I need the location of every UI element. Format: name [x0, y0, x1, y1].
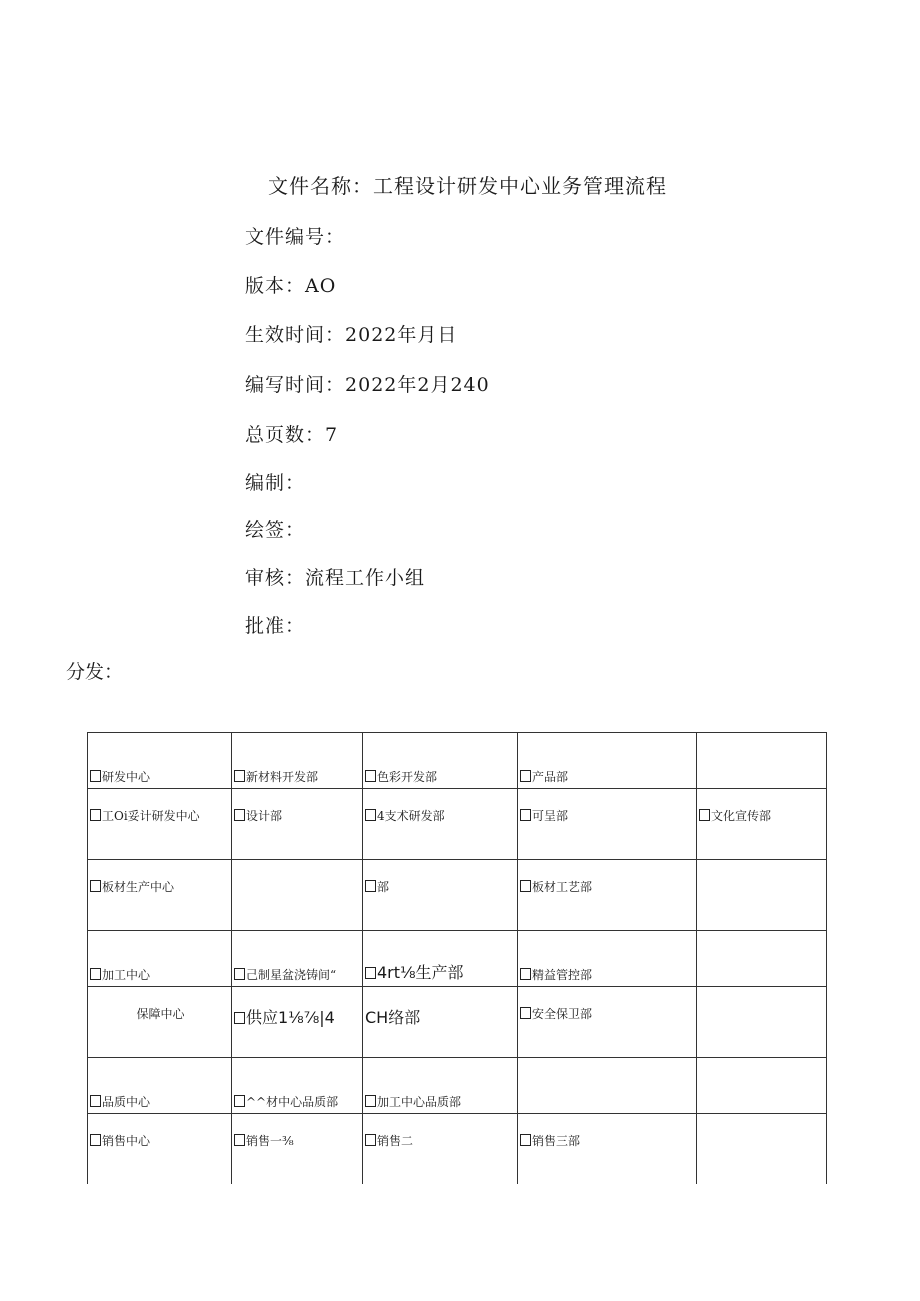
checkbox[interactable]: [234, 1095, 245, 1107]
checkbox[interactable]: [234, 1012, 245, 1024]
department-label: 新材料开发部: [246, 770, 319, 784]
table-cell: [88, 789, 232, 860]
department-label: 部: [377, 880, 390, 894]
table-cell: [363, 733, 518, 789]
department-label: 己制星盆浇铸间“: [246, 968, 337, 982]
field-effective-date: [245, 320, 457, 347]
table-cell: [88, 931, 232, 987]
field-label: 绘签：: [245, 519, 306, 541]
field-value: 流程工作小组: [305, 567, 426, 589]
department-label: 加工中心品质部: [377, 1095, 462, 1109]
table-cell: [363, 987, 518, 1058]
table-row: [88, 860, 827, 931]
department-label: 品质中心: [102, 1095, 151, 1109]
table-cell: [697, 931, 827, 987]
checkbox[interactable]: [90, 770, 101, 782]
table-cell: [363, 931, 518, 987]
department-label: 设计部: [246, 809, 283, 823]
checkbox[interactable]: [520, 1007, 531, 1019]
table-cell: [363, 1058, 518, 1114]
table-row: [88, 1114, 827, 1185]
field-label: 编写时间：: [245, 374, 346, 396]
field-value: 2022年月日: [345, 324, 458, 346]
field-label: 审核：: [245, 567, 306, 589]
department-label: 供应1⅛⅞|4: [246, 1008, 335, 1027]
checkbox[interactable]: [90, 809, 101, 821]
field-label: 批准：: [245, 615, 306, 637]
table-cell: [363, 860, 518, 931]
department-label: 安全保卫部: [532, 1007, 593, 1021]
checkbox[interactable]: [234, 1134, 245, 1146]
department-label: 4支术研发部: [377, 809, 445, 823]
checkbox[interactable]: [90, 1095, 101, 1107]
table-row: [88, 987, 827, 1058]
table-cell: [518, 860, 697, 931]
table-cell: [518, 789, 697, 860]
field-label: 文件编号：: [245, 226, 346, 248]
department-label: 销售三部: [532, 1134, 581, 1148]
checkbox[interactable]: [90, 1134, 101, 1146]
table-cell: [88, 1114, 232, 1185]
table-cell: [232, 1114, 363, 1185]
field-label: 生效时间：: [245, 324, 346, 346]
department-label: 4rt⅛生产部: [377, 963, 464, 982]
table-cell: [232, 987, 363, 1058]
department-label: 工Oi妥计研发中心: [102, 809, 200, 823]
department-label: 板材工艺部: [532, 880, 593, 894]
department-label: 销售中心: [102, 1134, 151, 1148]
table-cell: [518, 931, 697, 987]
department-label: 可呈部: [532, 809, 569, 823]
checkbox[interactable]: [520, 880, 531, 892]
table-cell: [518, 987, 697, 1058]
field-file-number: [245, 222, 345, 249]
department-label: 文化宣传部: [711, 809, 772, 823]
table-cell: [518, 1114, 697, 1185]
department-label: 销售一⅜: [246, 1134, 294, 1148]
table-cell: [697, 789, 827, 860]
table-cell: [518, 733, 697, 789]
field-value: 7: [325, 424, 339, 446]
table-cell: [232, 789, 363, 860]
field-total-pages: [245, 420, 338, 447]
table-cell: [697, 1114, 827, 1185]
table-cell: [518, 1058, 697, 1114]
checkbox[interactable]: [234, 809, 245, 821]
field-value: AO: [305, 275, 337, 297]
table-cell: [232, 1058, 363, 1114]
table-cell: [363, 1114, 518, 1185]
table-cell: [697, 860, 827, 931]
table-cell: [88, 1058, 232, 1114]
department-label: 加工中心: [102, 968, 151, 982]
table-cell: [88, 987, 232, 1058]
document-title: 文件名称：工程设计研发中心业务管理流程: [268, 174, 667, 198]
checkbox[interactable]: [365, 967, 376, 979]
table-cell: [697, 987, 827, 1058]
table-cell: [697, 733, 827, 789]
checkbox[interactable]: [365, 770, 376, 782]
department-label: 精益管控部: [532, 968, 593, 982]
department-label: 研发中心: [102, 770, 151, 784]
table-cell: [88, 733, 232, 789]
field-label: 总页数：: [245, 424, 326, 446]
checkbox[interactable]: [365, 809, 376, 821]
department-label: CH络部: [365, 1008, 421, 1027]
table-row: [88, 931, 827, 987]
field-label: 编制：: [245, 472, 306, 494]
field-approved-by: [245, 611, 305, 638]
field-countersign: [245, 515, 305, 542]
department-label: ^^材中心品质部: [246, 1095, 339, 1109]
department-label: 色彩开发部: [377, 770, 438, 784]
table-row: [88, 1058, 827, 1114]
field-version: [245, 271, 336, 298]
checkbox[interactable]: [520, 809, 531, 821]
checkbox[interactable]: [90, 880, 101, 892]
table-cell: [363, 789, 518, 860]
department-label: 板材生产中心: [102, 880, 175, 894]
distribution-table: [87, 732, 827, 1184]
table-row: [88, 789, 827, 860]
department-label: 产品部: [532, 770, 569, 784]
checkbox[interactable]: [520, 1134, 531, 1146]
checkbox[interactable]: [234, 968, 245, 980]
checkbox[interactable]: [234, 770, 245, 782]
checkbox[interactable]: [365, 1134, 376, 1146]
checkbox[interactable]: [520, 968, 531, 980]
checkbox[interactable]: [365, 1095, 376, 1107]
table-row: [88, 733, 827, 789]
department-label: 保障中心: [136, 1007, 185, 1021]
field-value: 2022年2月240: [345, 374, 490, 396]
table-cell: [232, 733, 363, 789]
checkbox[interactable]: [699, 809, 710, 821]
field-label: 版本：: [245, 275, 306, 297]
table-cell: [697, 1058, 827, 1114]
checkbox[interactable]: [90, 968, 101, 980]
table-cell: [88, 860, 232, 931]
field-written-date: [245, 370, 490, 397]
distribution-label: 分发：: [66, 661, 124, 683]
department-label: 销售二: [377, 1134, 414, 1148]
table-cell: [232, 931, 363, 987]
checkbox[interactable]: [520, 770, 531, 782]
table-cell: [232, 860, 363, 931]
field-reviewed-by: [245, 563, 425, 590]
field-prepared-by: [245, 468, 305, 495]
checkbox[interactable]: [365, 880, 376, 892]
